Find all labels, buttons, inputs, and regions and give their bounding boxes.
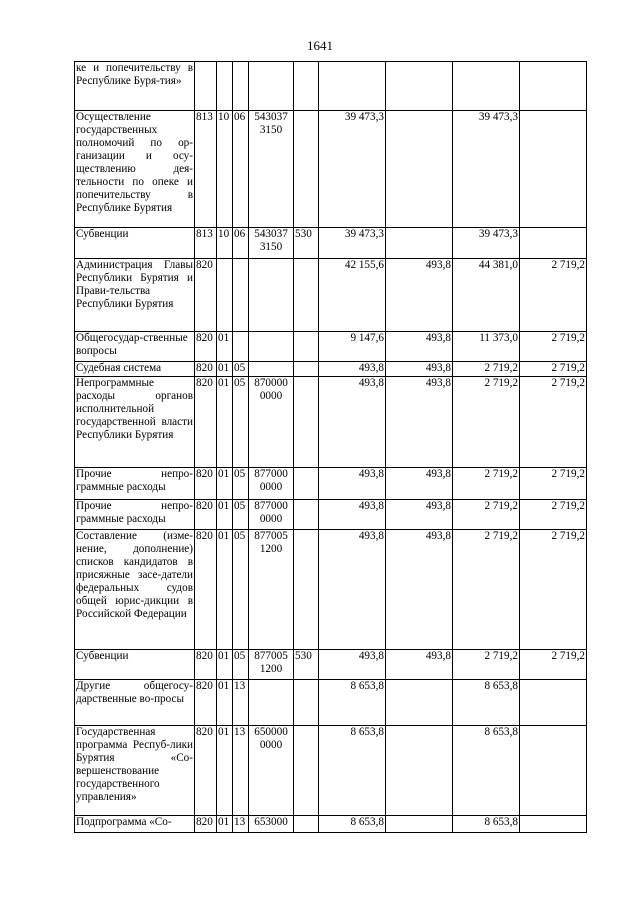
section-code: 01 (217, 377, 233, 468)
ministry-code: 813 (195, 111, 217, 228)
row-name: Субвенции (75, 228, 195, 259)
section-code: 01 (217, 816, 233, 833)
section-code: 01 (217, 726, 233, 816)
target-article-code: 543037 3150 (249, 228, 294, 259)
table-row (75, 362, 587, 377)
amount-col-2: 493,8 (386, 362, 453, 377)
section-code: 01 (217, 530, 233, 650)
section-code: 01 (217, 332, 233, 362)
amount-col-2: 493,8 (386, 468, 453, 500)
table-row (75, 680, 587, 726)
amount-col-3: 39 473,3 (453, 111, 520, 228)
row-name: ке и попечительству в Республике Буря-тия» (75, 62, 195, 111)
amount-col-1: 39 473,3 (319, 228, 386, 259)
amount-col-3: 2 719,2 (453, 468, 520, 500)
expense-type-code (294, 62, 319, 111)
ministry-code: 820 (195, 650, 217, 680)
ministry-code: 820 (195, 362, 217, 377)
section-code: 01 (217, 362, 233, 377)
amount-col-1: 39 473,3 (319, 111, 386, 228)
amount-col-3: 2 719,2 (453, 500, 520, 530)
expense-type-code (294, 816, 319, 833)
section-code: 01 (217, 500, 233, 530)
row-name: Прочие непро-граммные расходы (75, 468, 195, 500)
expense-type-code (294, 468, 319, 500)
subsection-code (233, 259, 249, 332)
ministry-code: 820 (195, 816, 217, 833)
table-row (75, 111, 587, 228)
amount-col-4 (520, 62, 587, 111)
amount-col-2 (386, 62, 453, 111)
target-article-code: 877000 0000 (249, 500, 294, 530)
subsection-code: 05 (233, 650, 249, 680)
amount-col-1: 8 653,8 (319, 816, 386, 833)
ministry-code: 820 (195, 259, 217, 332)
amount-col-3: 2 719,2 (453, 530, 520, 650)
ministry-code: 820 (195, 468, 217, 500)
amount-col-2 (386, 680, 453, 726)
amount-col-2 (386, 816, 453, 833)
expense-type-code (294, 259, 319, 332)
ministry-code: 820 (195, 726, 217, 816)
table-row (75, 228, 587, 259)
table-row (75, 650, 587, 680)
subsection-code: 06 (233, 111, 249, 228)
expense-type-code (294, 680, 319, 726)
subsection-code: 06 (233, 228, 249, 259)
target-article-code: 877000 0000 (249, 468, 294, 500)
expense-type-code (294, 362, 319, 377)
subsection-code: 05 (233, 468, 249, 500)
amount-col-4 (520, 726, 587, 816)
ministry-code: 820 (195, 332, 217, 362)
row-name: Прочие непро-граммные расходы (75, 500, 195, 530)
table-row (75, 500, 587, 530)
row-name: Государственная программа Респуб-лики Бурятия «Со-вершенствование государственного управления» (75, 726, 195, 816)
ministry-code: 820 (195, 377, 217, 468)
target-article-code: 877005 1200 (249, 530, 294, 650)
subsection-code: 13 (233, 680, 249, 726)
subsection-code: 05 (233, 377, 249, 468)
expense-type-code (294, 530, 319, 650)
page-number: 1641 (307, 38, 333, 53)
target-article-code: 543037 3150 (249, 111, 294, 228)
subsection-code: 13 (233, 816, 249, 833)
amount-col-3: 44 381,0 (453, 259, 520, 332)
amount-col-1: 42 155,6 (319, 259, 386, 332)
table-row (75, 530, 587, 650)
amount-col-1: 9 147,6 (319, 332, 386, 362)
target-article-code (249, 62, 294, 111)
subsection-code: 05 (233, 362, 249, 377)
amount-col-2: 493,8 (386, 530, 453, 650)
row-name: Администрация Главы Республики Бурятия и Прави-тельства Республики Бурятия (75, 259, 195, 332)
section-code: 01 (217, 680, 233, 726)
amount-col-2: 493,8 (386, 650, 453, 680)
amount-col-4: 2 719,2 (520, 500, 587, 530)
amount-col-4 (520, 228, 587, 259)
target-article-code (249, 362, 294, 377)
ministry-code: 820 (195, 530, 217, 650)
amount-col-3: 39 473,3 (453, 228, 520, 259)
amount-col-4: 2 719,2 (520, 468, 587, 500)
expense-type-code: 530 (294, 228, 319, 259)
expense-type-code (294, 500, 319, 530)
section-code: 10 (217, 228, 233, 259)
section-code: 01 (217, 468, 233, 500)
table-row (75, 259, 587, 332)
amount-col-3: 2 719,2 (453, 650, 520, 680)
amount-col-3: 8 653,8 (453, 680, 520, 726)
row-name: Подпрограмма «Со- (75, 816, 195, 833)
subsection-code (233, 62, 249, 111)
amount-col-3: 2 719,2 (453, 377, 520, 468)
amount-col-4: 2 719,2 (520, 259, 587, 332)
ministry-code: 813 (195, 228, 217, 259)
amount-col-2: 493,8 (386, 377, 453, 468)
expense-type-code (294, 377, 319, 468)
amount-col-2: 493,8 (386, 332, 453, 362)
amount-col-1: 493,8 (319, 530, 386, 650)
table-row (75, 726, 587, 816)
amount-col-4 (520, 816, 587, 833)
table-row (75, 468, 587, 500)
section-code: 01 (217, 650, 233, 680)
amount-col-1: 493,8 (319, 500, 386, 530)
amount-col-4 (520, 680, 587, 726)
expense-type-code: 530 (294, 650, 319, 680)
subsection-code: 05 (233, 530, 249, 650)
expense-type-code (294, 111, 319, 228)
table-row (75, 332, 587, 362)
amount-col-2 (386, 111, 453, 228)
row-name: Субвенции (75, 650, 195, 680)
budget-table (74, 61, 587, 833)
subsection-code: 13 (233, 726, 249, 816)
table-row (75, 62, 587, 111)
row-name: Непрограммные расходы органов исполнительной государственной власти Республики Бурятия (75, 377, 195, 468)
section-code (217, 62, 233, 111)
row-name: Составление (изме-нение, дополнение) списков кандидатов в присяжные засе-датели федеральных судов общей юрис-дикции в Российской Федерации (75, 530, 195, 650)
row-name: Другие общегосу-дарственные во-просы (75, 680, 195, 726)
table-row (75, 377, 587, 468)
target-article-code: 653000 (249, 816, 294, 833)
ministry-code: 820 (195, 680, 217, 726)
amount-col-3: 11 373,0 (453, 332, 520, 362)
target-article-code: 877005 1200 (249, 650, 294, 680)
row-name: Общегосудар-ственные вопросы (75, 332, 195, 362)
section-code (217, 259, 233, 332)
subsection-code: 05 (233, 500, 249, 530)
amount-col-1: 493,8 (319, 650, 386, 680)
target-article-code (249, 259, 294, 332)
section-code: 10 (217, 111, 233, 228)
amount-col-4: 2 719,2 (520, 377, 587, 468)
expense-type-code (294, 726, 319, 816)
amount-col-3: 8 653,8 (453, 816, 520, 833)
amount-col-1: 493,8 (319, 377, 386, 468)
expense-type-code (294, 332, 319, 362)
amount-col-1: 8 653,8 (319, 680, 386, 726)
amount-col-2: 493,8 (386, 259, 453, 332)
amount-col-1: 493,8 (319, 468, 386, 500)
amount-col-1 (319, 62, 386, 111)
amount-col-1: 493,8 (319, 362, 386, 377)
subsection-code (233, 332, 249, 362)
amount-col-1: 8 653,8 (319, 726, 386, 816)
amount-col-2 (386, 228, 453, 259)
amount-col-3: 2 719,2 (453, 362, 520, 377)
amount-col-3 (453, 62, 520, 111)
amount-col-2 (386, 726, 453, 816)
amount-col-4: 2 719,2 (520, 332, 587, 362)
row-name: Судебная система (75, 362, 195, 377)
target-article-code (249, 332, 294, 362)
ministry-code (195, 62, 217, 111)
target-article-code (249, 680, 294, 726)
table-row (75, 816, 587, 833)
target-article-code: 870000 0000 (249, 377, 294, 468)
amount-col-4: 2 719,2 (520, 530, 587, 650)
target-article-code: 650000 0000 (249, 726, 294, 816)
amount-col-2: 493,8 (386, 500, 453, 530)
amount-col-4 (520, 111, 587, 228)
amount-col-3: 8 653,8 (453, 726, 520, 816)
ministry-code: 820 (195, 500, 217, 530)
row-name: Осуществление государственных полномочий по ор-ганизации и осу-ществлению дея-тельности по опеке и попечительству в Республике Бурятия (75, 111, 195, 228)
amount-col-4: 2 719,2 (520, 362, 587, 377)
amount-col-4: 2 719,2 (520, 650, 587, 680)
